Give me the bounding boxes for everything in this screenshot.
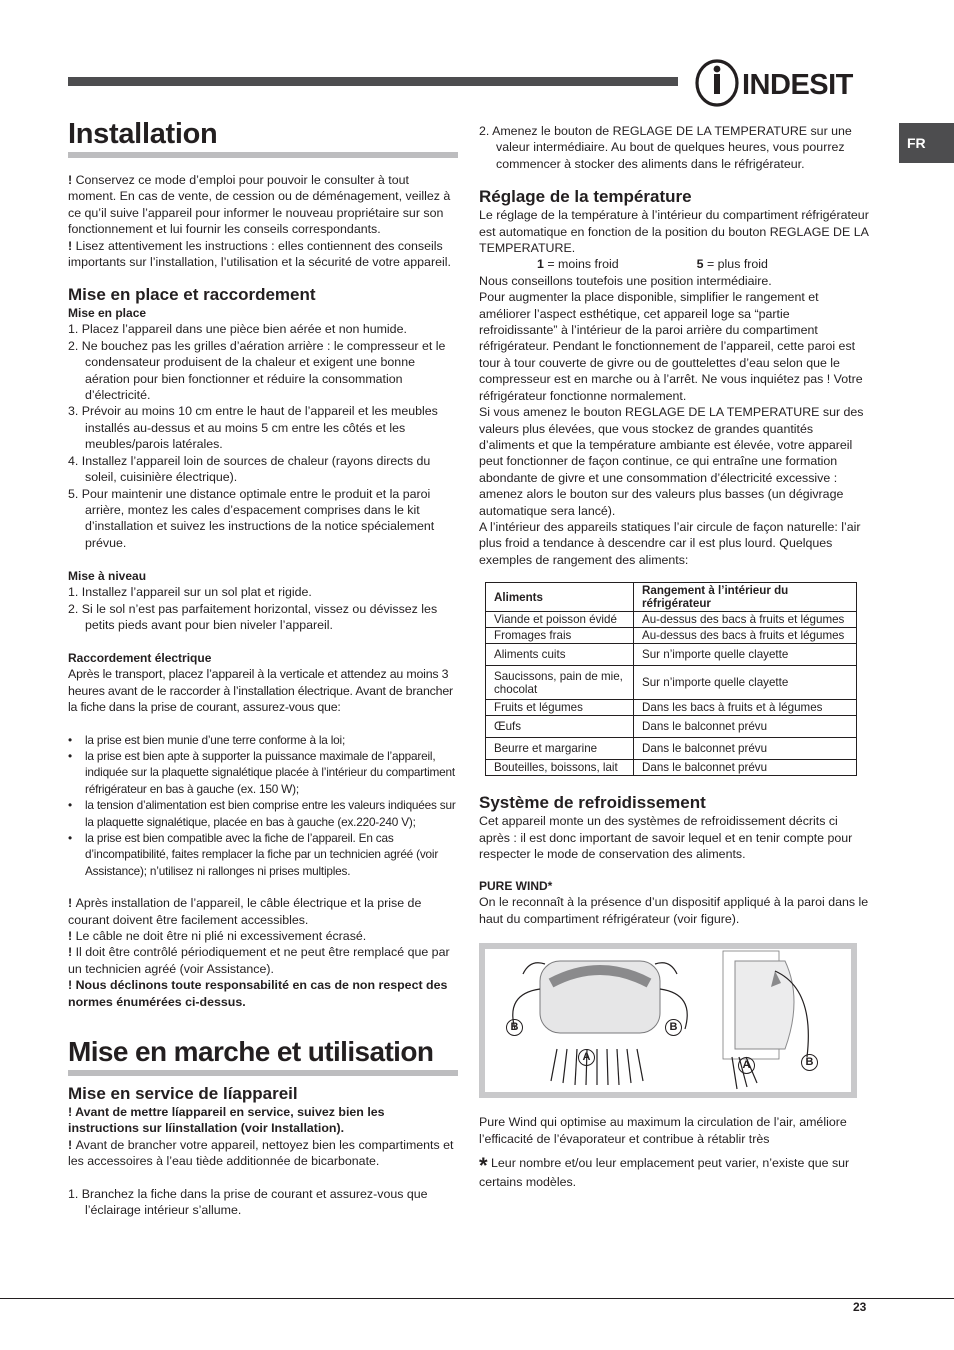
table-cell: Sur n’importe quelle clayette (634, 644, 857, 666)
service-warning: ! Avant de mettre líappareil en service, suivez bien les instructions sur líinstallation (voir Installation). (68, 1105, 385, 1136)
left-column (68, 116, 458, 1219)
table-cell: Viande et poisson évidé (486, 612, 634, 628)
pure-wind-description: Pure Wind qui optimise au maximum la circulation de l’air, améliore l’efficacité de l’évaporateur et contribue à rétablir très (479, 1115, 847, 1146)
list-item: • la tension d’alimentation est bien comprise entre les valeurs indiquées sur la plaquette signalétique, placée en bas à gauche (ex.220-240 V); (68, 797, 458, 830)
table-row (486, 716, 857, 738)
list-item: 2. Amenez le bouton de REGLAGE DE LA TEMPERATURE sur une valeur intermédiaire. Au bout de quelques heures, vous pourrez commencer à stocker des aliments dans le réfrigérateur. (479, 124, 852, 171)
table-cell: Sur n’importe quelle clayette (634, 666, 857, 700)
storage-table (485, 582, 857, 776)
label-b-center: B (665, 1019, 682, 1036)
language-tab: FR (899, 123, 954, 163)
table-row (486, 738, 857, 760)
label-a-front: A (578, 1049, 595, 1066)
list-item: 1. Placez l’appareil dans une pièce bien aérée et non humide. (68, 322, 407, 337)
list-item: 4. Installez l’appareil loin de sources de chaleur (rayons directs du soleil, cuisinière électrique). (68, 453, 431, 485)
list-item: 1. Branchez la fiche dans la prise de courant et assurez-vous que l’éclairage intérieur s’allume. (68, 1186, 428, 1218)
label-b-side: B (801, 1054, 818, 1071)
table-cell: Dans le balconnet prévu (634, 716, 857, 738)
raccordement-text: Après le transport, placez l’appareil à la verticale et attendez au moins 3 heures avant de le raccorder à l’installation électrique. Avant de brancher la fiche dans la prise de courant, assurez-vous que: (68, 667, 453, 715)
reglage-paragraph: Si vous amenez le bouton REGLAGE DE LA TEMPERATURE sur des valeurs plus élevées, que vous stockez de grandes quantités d’aliments et que la température ambiante est élevée, votre appareil peut fonctionner de façon continue, ce qui entraîne une formation abondante de givre et une consommation d’électricité excessive : amenez alors le bouton sur des valeurs plus basses (un dégivrage automatique sera lancé). (479, 405, 864, 518)
list-item: 5. Pour maintenir une distance optimale entre le produit et la paroi arrière, montez les cales d’espacement comprises dans le kit d’installation et suivez les instructions de la notice spécialement prévue. (68, 486, 435, 550)
intro-paragraph: ! Conservez ce mode d’emploi pour pouvoir le consulter à tout moment. En cas de vente, de cession ou de déménagement, veillez à ce qu’il suive l’appareil pour informer le nouveau propriétaire sur son fonctionnement et lui fournir les conseils correspondants. (68, 173, 451, 237)
table-header: Rangement à l’intérieur du réfrigérateur (634, 583, 857, 612)
table-cell: Au-dessus des bacs à fruits et légumes (634, 612, 857, 628)
subheading-raccordement: Raccordement électrique (68, 651, 212, 666)
table-cell: Œufs (486, 716, 634, 738)
indesit-logo (694, 58, 870, 108)
service-steps-continued (479, 123, 871, 172)
table-row (486, 612, 857, 628)
heading-mise-en-marche: Mise en marche et utilisation (68, 1034, 458, 1076)
heading-installation: Installation (68, 116, 458, 158)
warning-4: ! Nous déclinons toute responsabilité en cas de non respect des normes énumérées ci-dessus. (68, 978, 448, 1009)
list-item: • la prise est bien apte à supporter la puissance maximale de l’appareil, indiquée sur la plaquette signalétique placée à l’intérieur du compartiment réfrigérateur en bas à gauche (ex. 150 W); (68, 748, 458, 797)
page-number: 23 (853, 1300, 867, 1314)
table-cell: Dans le balconnet prévu (634, 738, 857, 760)
label-b-left: B (506, 1019, 523, 1036)
table-row (486, 700, 857, 716)
raccordement-bullets (68, 732, 458, 880)
heading-reglage: Réglage de la température (479, 187, 692, 207)
table-header: Aliments (486, 583, 634, 612)
list-item: • la prise est bien compatible avec la fiche de l’appareil. En cas d’incompatibilité, faites remplacer la fiche par un technicien agréé (voir Assistance); n’utilisez ni rallonges ni prises multiples. (68, 830, 458, 879)
table-row (486, 628, 857, 644)
reglage-intro: Le réglage de la température à l’intérieur du compartiment réfrigérateur est automatique en fonction de la position du bouton REGLAGE DE LA TEMPERATURE. (479, 208, 869, 256)
table-cell: Dans le balconnet prévu (634, 760, 857, 776)
list-item: 2. Ne bouchez pas les grilles d’aération arrière : le compresseur et le condensateur produisent de la chaleur et exigent une bonne aération pour bien fonctionner et réduire la consommation d’électricité. (68, 338, 446, 403)
table-cell: Dans les bacs à fruits et à légumes (634, 700, 857, 716)
service-text: ! Avant de brancher votre appareil, nettoyez bien les compartiments et les accessoires à l’eau tiède additionnée de bicarbonate. (68, 1137, 454, 1169)
footer-line (0, 1298, 954, 1299)
reglage-paragraph: A l’intérieur des appareils statiques l’air circule de façon naturelle: l’air plus froid a tendance à descendre car il est plus lourd. Quelques exemples de rangement des aliments: (479, 519, 861, 567)
niveau-list (68, 584, 458, 633)
table-row (486, 666, 857, 700)
list-item: 1. Installez l’appareil sur un sol plat et rigide. (68, 585, 312, 600)
intro-warning: ! Lisez attentivement les instructions : elles contiennent des conseils importants sur l’installation, l’utilisation et la sécurité de votre appareil. (68, 238, 451, 270)
service-steps (68, 1186, 458, 1219)
brand-name: INDESIT (742, 69, 853, 101)
list-item: 2. Si le sol n’est pas parfaitement horizontal, vissez ou dévissez les petits pieds avant pour bien niveler l’appareil. (68, 601, 438, 632)
temperature-scale: 1 = moins froid 5 = plus froid (537, 257, 768, 272)
reglage-advice: Nous conseillons toutefois une position intermédiaire. (479, 273, 772, 288)
table-row (486, 760, 857, 776)
pure-wind-figure (479, 943, 857, 1098)
heading-mise-en-place: Mise en place et raccordement (68, 285, 316, 305)
systeme-text: Cet appareil monte un des systèmes de refroidissement décrits ci après : il est donc important de savoir lequel et en tenir compte pour respecter le mode de conservation des aliments. (479, 814, 853, 861)
table-cell: Aliments cuits (486, 644, 634, 666)
reglage-paragraph: Pour augmenter la place disponible, simplifier le rangement et améliorer l’aspect esthétique, cet appareil loge sa “partie refroidissante” à l’intérieur de la paroi arrière du compartiment réfrigérateur. Pendant le fonctionnement de l’appareil, cette paroi est tour à tour couverte de givre ou de gouttelettes d’eau selon que le compresseur est en marche ou à l’arrêt. Ne vous inquiétez pas ! Votre réfrigérateur fonctionne normalement. (479, 290, 863, 403)
subheading-niveau: Mise à niveau (68, 569, 147, 584)
footnote: * Leur nombre et/ou leur emplacement peut varier, n’existe que sur certains modèles. (479, 1153, 850, 1190)
table-cell: Saucissons, pain de mie, chocolat (486, 666, 634, 700)
table-row (486, 644, 857, 666)
table-cell: Beurre et margarine (486, 738, 634, 760)
warning-1: ! Après installation de l’appareil, le câble électrique et la prise de courant doivent être facilement accessibles. (68, 896, 422, 927)
pure-wind-text: On le reconnaît à la présence d’un dispositif appliqué à la paroi dans le haut du compartiment réfrigérateur (voir figure). (479, 895, 869, 926)
label-a-side: A (738, 1057, 755, 1074)
list-item: 3. Prévoir au moins 10 cm entre le haut de l’appareil et les meubles installés au-dessus et au moins 5 cm entre les côtés et les meubles/parois latérales. (68, 404, 438, 452)
heading-systeme: Système de refroidissement (479, 793, 706, 813)
subheading-pure-wind: PURE WIND* (479, 879, 553, 894)
list-item: • la prise est bien munie d’une terre conforme à la loi; (68, 732, 458, 748)
header-bar (68, 77, 678, 86)
right-column (479, 123, 871, 1191)
warning-3: ! Il doit être contrôlé périodiquement et ne peut être remplacé que par un technicien agréé (voir Assistance). (68, 945, 450, 976)
place-list (68, 321, 458, 551)
heading-mise-en-service: Mise en service de líappareil (68, 1084, 298, 1104)
table-cell: Fruits et légumes (486, 700, 634, 716)
warning-2: ! Le câble ne doit être ni plié ni excessivement écrasé. (68, 929, 367, 944)
table-cell: Au-dessus des bacs à fruits et légumes (634, 628, 857, 644)
table-cell: Bouteilles, boissons, lait (486, 760, 634, 776)
table-header-row (486, 583, 857, 612)
subheading-mise-en-place: Mise en place (68, 306, 147, 321)
table-cell: Fromages frais (486, 628, 634, 644)
